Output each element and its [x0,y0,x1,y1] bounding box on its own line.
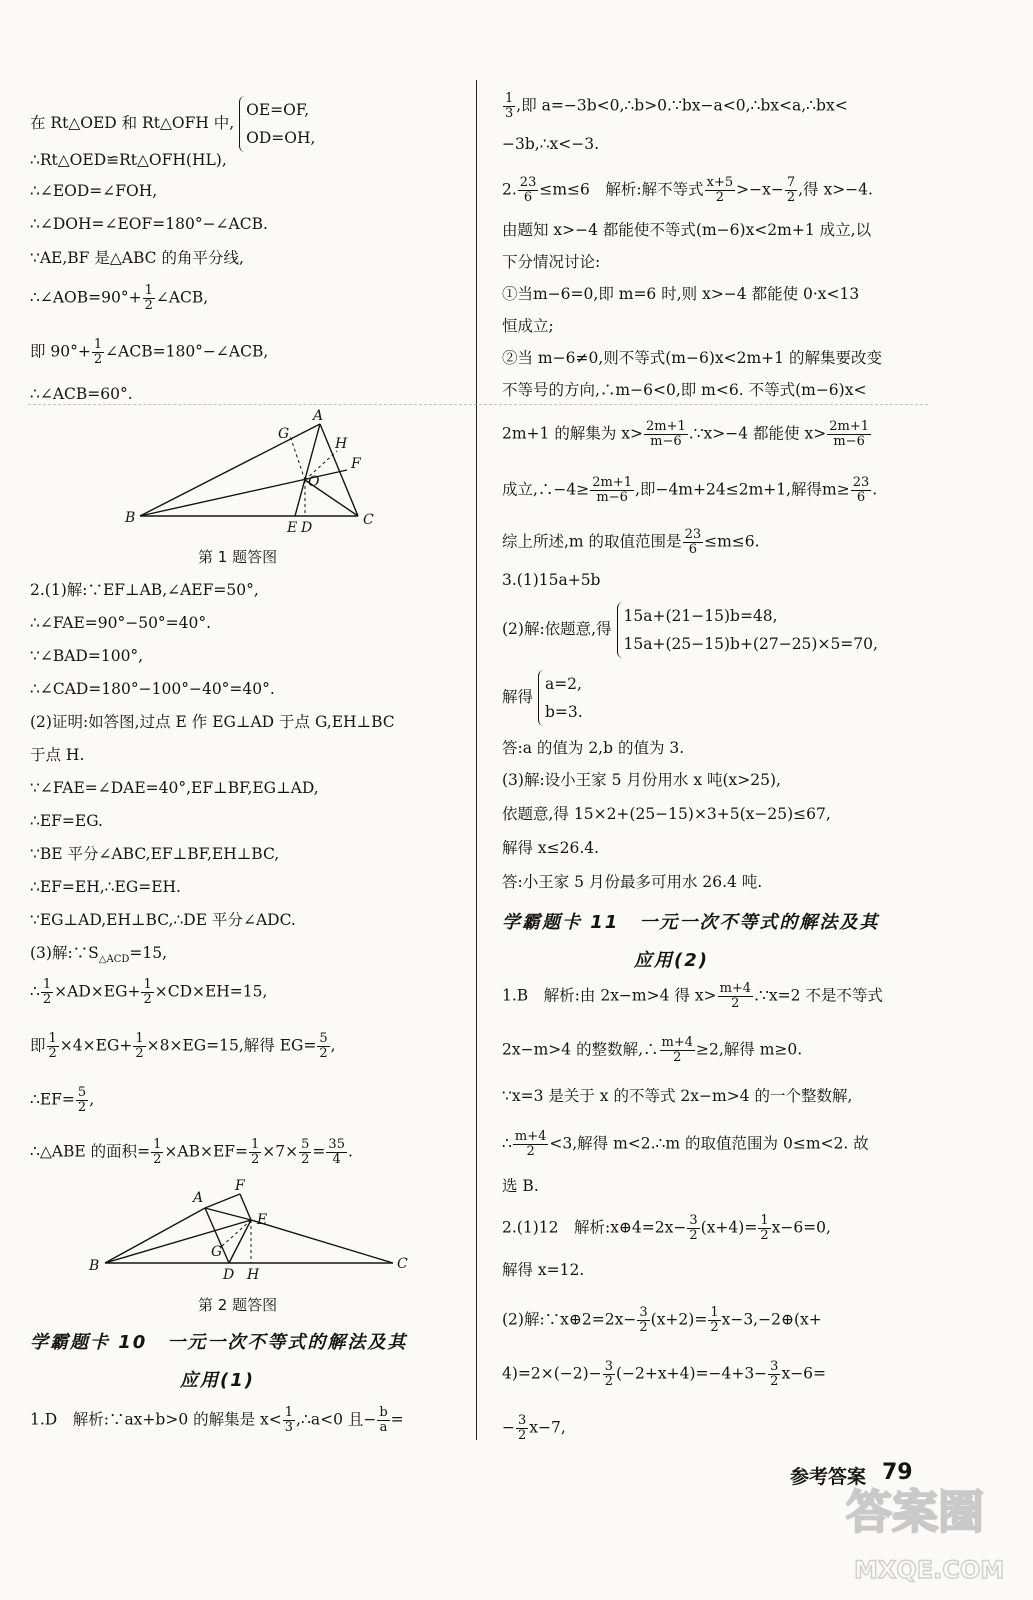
label-H: H [247,1267,260,1283]
text: >−x− [736,180,784,199]
denominator: 3 [284,1420,294,1435]
text-line [502,982,883,1011]
section-10-title-cont: 应用(1) [180,1370,255,1391]
denominator: a [379,1420,388,1435]
watermark-text: 答案圈 [846,1485,984,1539]
label-H: H [335,436,348,452]
fraction [683,528,704,557]
line-BE [105,1220,251,1263]
text: 1.B 解析:由 2x−m>4 得 x> [502,986,717,1005]
numerator: 1 [135,1031,144,1046]
fraction [708,1306,720,1335]
text: (3)解:∵S [30,944,99,962]
equation: OD=OH, [246,129,316,147]
text: . [347,1142,353,1161]
text-line [502,670,583,726]
fraction [133,1032,145,1061]
text-line: 答:小王家 5 月份最多可用水 26.4 吨. [502,873,763,891]
fraction [151,1138,163,1167]
text-line [502,602,878,658]
numerator: 1 [760,1213,769,1228]
text: 2. [502,180,517,199]
text-line [30,1406,404,1435]
text: ≥2,解得 m≥0. [696,1040,803,1059]
text-line: 依题意,得 15×2+(25−15)×3+5(x−25)≤67, [502,805,831,823]
label-C: C [397,1256,408,1272]
numerator: 5 [301,1137,310,1152]
denominator: m−6 [833,434,865,449]
label-F: F [351,456,361,472]
label-F: F [235,1178,245,1194]
text-line: 下分情况讨论: [502,253,601,271]
fraction [603,1360,615,1389]
fraction [718,982,754,1011]
label-B: B [125,510,136,526]
numerator: 1 [710,1305,719,1320]
text-line: ∴∠EOD=∠FOH, [30,182,158,200]
text: 即 90°+ [30,342,91,361]
text: ∠ACB=180°−∠ACB, [105,342,269,361]
text-line [502,476,877,505]
numerator: 3 [639,1305,648,1320]
text-line [502,528,760,557]
section-11-title: 学霸题卡 11 一元一次不等式的解法及其 [502,912,880,933]
section-10-title: 学霸题卡 10 一元一次不等式的解法及其 [30,1332,408,1353]
fraction [758,1214,770,1243]
fraction [141,978,153,1007]
numerator: 3 [604,1359,613,1374]
fraction [377,1406,389,1435]
text: ×4×EG+ [59,1036,133,1055]
fraction [76,1086,88,1115]
label-G: G [211,1244,223,1260]
denominator: 2 [42,992,52,1007]
text-line: ∵EG⊥AD,EH⊥BC,∴DE 平分∠ADC. [30,911,296,929]
fraction [827,420,871,449]
numerator: b [379,1405,388,1420]
line-AE [295,424,320,516]
fraction [143,284,155,313]
denominator: 4 [332,1152,341,1167]
label-E: E [257,1212,268,1228]
denominator: 2 [48,1046,57,1061]
denominator: 2 [731,996,740,1011]
numerator: 1 [144,283,153,298]
text-line: 不等号的方向,∴m−6<0,即 m<6. 不等式(m−6)x< [502,381,867,399]
text-line: 解得 x=12. [502,1261,585,1279]
text: = [312,1142,326,1161]
text-line: ∴∠DOH=∠EOF=180°−∠ACB. [30,215,268,233]
fold-line [28,404,928,405]
numerator: 23 [684,527,702,542]
text-line [502,92,848,121]
text: .∵x=2 不是不等式 [754,986,883,1005]
text: = [390,1410,404,1429]
section-11-title-cont: 应用(2) [634,950,709,971]
text: 即 [30,1036,46,1055]
numerator: 35 [328,1137,345,1152]
text-line: ②当 m−6≠0,则不等式(m−6)x<2m+1 的解集要改变 [502,349,882,367]
text-line [502,1130,869,1159]
text: ≤m≤6. [704,532,760,551]
denominator: 2 [760,1228,769,1243]
numerator: 1 [284,1405,294,1420]
text-line: ∴∠FAE=90°−50°=40°. [30,614,212,632]
text-line [502,1036,802,1065]
fraction [785,176,797,205]
watermark-url: MXQE.COM [854,1556,1005,1584]
numerator: 1 [42,977,52,992]
fraction [41,978,53,1007]
text-line: 解得 x≤26.4. [502,839,600,857]
text-line: ∴∠CAD=180°−100°−40°=40°. [30,680,275,698]
text-line: ∵AE,BF 是△ABC 的角平分线, [30,249,244,267]
numerator: 1 [93,337,103,352]
text: (2)解:∵x⊕2=2x− [502,1310,637,1329]
text-line [30,1032,336,1061]
label-A: A [193,1190,204,1206]
numerator: 5 [77,1085,87,1100]
text: . [872,480,878,499]
text-line: 恒成立; [502,317,554,335]
text-line [30,284,208,313]
numerator: m+4 [661,1035,693,1050]
fraction [768,1360,780,1389]
text: ∠ACB, [155,288,209,307]
label-A: A [313,408,324,424]
fraction [299,1138,311,1167]
text-line [502,1306,822,1335]
figure-1-caption: 第 1 题答图 [198,548,278,566]
text: − [502,1418,515,1437]
text: ,∴a<0 且− [296,1410,377,1429]
text-line: ∵BE 平分∠ABC,EF⊥BF,EH⊥BC, [30,845,280,863]
text-line: 答:a 的值为 2,b 的值为 3. [502,739,685,757]
line-AE [205,1208,251,1220]
text: ∴△ABE 的面积= [30,1142,151,1161]
text-line: ∵∠FAE=∠DAE=40°,EF⊥BF,EG⊥AD, [30,779,319,797]
text: 2m+1 的解集为 x> [502,424,643,443]
denominator: 2 [518,1428,527,1443]
text: 2.(1)12 解析:x⊕4=2x− [502,1218,687,1237]
label-C: C [363,512,374,528]
text: ×AB×EF= [164,1142,249,1161]
denominator: 2 [93,352,103,367]
fraction [283,1406,295,1435]
denominator: 2 [604,1374,613,1389]
text: (x+4)= [700,1218,758,1237]
text: =15, [129,944,168,962]
text-line: 选 B. [502,1177,539,1195]
text-line: ∴Rt△OED≌Rt△OFH(HL), [30,151,227,169]
page-number: 79 [882,1460,913,1485]
numerator: m+4 [719,981,752,996]
line-BA [105,1208,205,1263]
text: , [89,1090,95,1109]
denominator: 2 [786,190,796,205]
text-line [30,338,268,367]
denominator: 6 [523,190,533,205]
dash-OG [290,436,305,480]
text: 1.D 解析:∵ax+b>0 的解集是 x< [30,1410,282,1429]
line-EC [251,1220,393,1263]
fraction [705,176,736,205]
text-line [502,1414,566,1443]
text-line [30,1086,94,1115]
denominator: 2 [77,1100,87,1115]
label-G: G [278,426,290,442]
text: ,得 x>−4. [798,180,873,199]
text: ∴ [502,1134,512,1153]
denominator: 3 [505,106,514,121]
text: (−2+x+4)=−4+3− [615,1364,768,1383]
denominator: 2 [319,1046,328,1061]
text-line: (3)解:设小王家 5 月份用水 x 吨(x>25), [502,771,781,789]
text: ,即−4m+24≤2m+1,解得m≥ [635,480,850,499]
label-D: D [301,520,313,536]
fraction [92,338,104,367]
denominator: 2 [526,1144,535,1159]
equation: 15a+(21−15)b=48, [623,607,778,625]
numerator: 1 [505,91,514,106]
text-line: 2.(1)解:∵EF⊥AB,∠AEF=50°, [30,581,259,599]
equation-system [239,96,315,152]
text: ∴EF= [30,1090,75,1109]
denominator: 2 [135,1046,144,1061]
text-line: −3b,∴x<−3. [502,135,600,153]
text: <3,解得 m<2.∴m 的取值范围为 0≤m<2. 故 [549,1134,869,1153]
denominator: 6 [856,490,866,505]
numerator: 3 [689,1213,698,1228]
line-AF [205,1194,240,1208]
fraction [326,1138,347,1167]
text-line: ①当m−6=0,即 m=6 时,则 x>−4 都能使 0·x<13 [502,285,860,303]
fraction [249,1138,261,1167]
label-B: B [89,1258,100,1274]
equation: b=3. [544,703,583,721]
denominator: m−6 [596,490,628,505]
fraction [660,1036,696,1065]
text: x−7, [529,1418,566,1437]
text: ∴∠AOB=90°+ [30,288,142,307]
text-line [30,96,315,152]
text: ≤m≤6 解析:解不等式 [539,180,704,199]
text: x−6= [781,1364,827,1383]
text-line: ∴∠ACB=60°. [30,385,133,403]
text-line [502,176,873,205]
numerator: 3 [770,1359,779,1374]
text-line [502,1214,831,1243]
text: 综上所述,m 的取值范围是 [502,532,682,551]
text: 2x−m>4 的整数解,∴ [502,1040,659,1059]
numerator: 3 [518,1413,527,1428]
text-line: 由题知 x>−4 都能使不等式(m−6)x<2m+1 成立,以 [502,221,872,239]
text: ×7× [262,1142,299,1161]
figure-2-triangle-diagram [85,1178,415,1288]
equation-system [538,670,583,726]
denominator: 2 [639,1320,648,1335]
text: ×8×EG=15,解得 EG= [146,1036,317,1055]
figure-1-triangle-diagram [115,408,405,538]
figure-2-caption: 第 2 题答图 [198,1296,278,1314]
label-D: D [223,1267,235,1283]
text-line: ∵∠BAD=100°, [30,647,144,665]
denominator: 6 [688,542,697,557]
line-FE [240,1194,251,1220]
line-BA [140,424,320,516]
text: 成立,∴−4≥ [502,480,590,499]
text-line: ∴EF=EH,∴EG=EH. [30,878,181,896]
text-line [30,943,167,970]
text: (2)解:依题意,得 [502,620,612,638]
numerator: m+4 [514,1129,547,1144]
text-line: 于点 H. [30,746,85,764]
denominator: 2 [301,1152,310,1167]
numerator: 1 [143,977,152,992]
denominator: m−6 [650,434,682,449]
fraction [590,476,634,505]
numerator: 1 [251,1137,260,1152]
denominator: 2 [689,1228,698,1243]
numerator: 7 [786,175,796,190]
text: x−6=0, [771,1218,831,1237]
equation: a=2, [544,675,582,693]
fraction [687,1214,699,1243]
numerator: 2m+1 [646,419,686,434]
equation: OE=OF, [246,101,310,119]
text-line [30,978,267,1007]
numerator: x+5 [706,175,734,190]
text-line [502,420,872,449]
denominator: 2 [251,1152,260,1167]
label-O: O [308,474,320,490]
text-line [502,1360,826,1389]
text: ∴ [30,982,40,1001]
watermark-logo [842,1470,1012,1590]
numerator: 23 [852,475,870,490]
text-line [30,1138,353,1167]
text: ×CD×EH=15, [154,982,268,1001]
denominator: 2 [770,1374,779,1389]
denominator: 2 [144,298,153,313]
text: 4)=2×(−2)− [502,1364,602,1383]
fraction [516,1414,528,1443]
fraction [644,420,688,449]
equation-system [617,602,878,658]
text: ,即 a=−3b<0,∴b>0.∵bx−a<0,∴bx<a,∴bx< [516,96,848,115]
text: .∵x>−4 都能使 x> [688,424,827,443]
denominator: 2 [673,1050,682,1065]
text-line: 3.(1)15a+5b [502,571,601,589]
text: 解得 [502,688,534,706]
numerator: 2m+1 [829,419,869,434]
fraction [513,1130,549,1159]
denominator: 2 [710,1320,719,1335]
subscript: △ACD [98,954,130,966]
fraction [503,92,515,121]
fraction [518,176,539,205]
text-line: (2)证明:如答图,过点 E 作 EG⊥AD 于点 G,EH⊥BC [30,713,395,731]
fraction [637,1306,649,1335]
text: x−3,−2⊕(x+ [721,1310,822,1329]
footer-label: 参考答案 [790,1466,867,1488]
numerator: 1 [153,1137,162,1152]
denominator: 2 [143,992,152,1007]
fraction [851,476,872,505]
text-line: ∴EF=EG. [30,812,103,830]
denominator: 2 [153,1152,162,1167]
fraction [47,1032,59,1061]
line-DE [229,1220,251,1263]
denominator: 2 [715,190,724,205]
equation: 15a+(25−15)b+(27−25)×5=70, [623,635,878,653]
numerator: 2m+1 [592,475,633,490]
text-line: ∵x=3 是关于 x 的不等式 2x−m>4 的一个整数解, [502,1087,853,1105]
text: ×AD×EG+ [54,982,141,1001]
fraction [317,1032,329,1061]
numerator: 23 [519,175,537,190]
text: 在 Rt△OED 和 Rt△OFH 中, [30,114,235,132]
text: , [330,1036,336,1055]
label-E: E [287,520,298,536]
numerator: 5 [319,1031,328,1046]
text: (x+2)= [650,1310,708,1329]
numerator: 1 [48,1031,57,1046]
column-divider [476,80,477,1440]
